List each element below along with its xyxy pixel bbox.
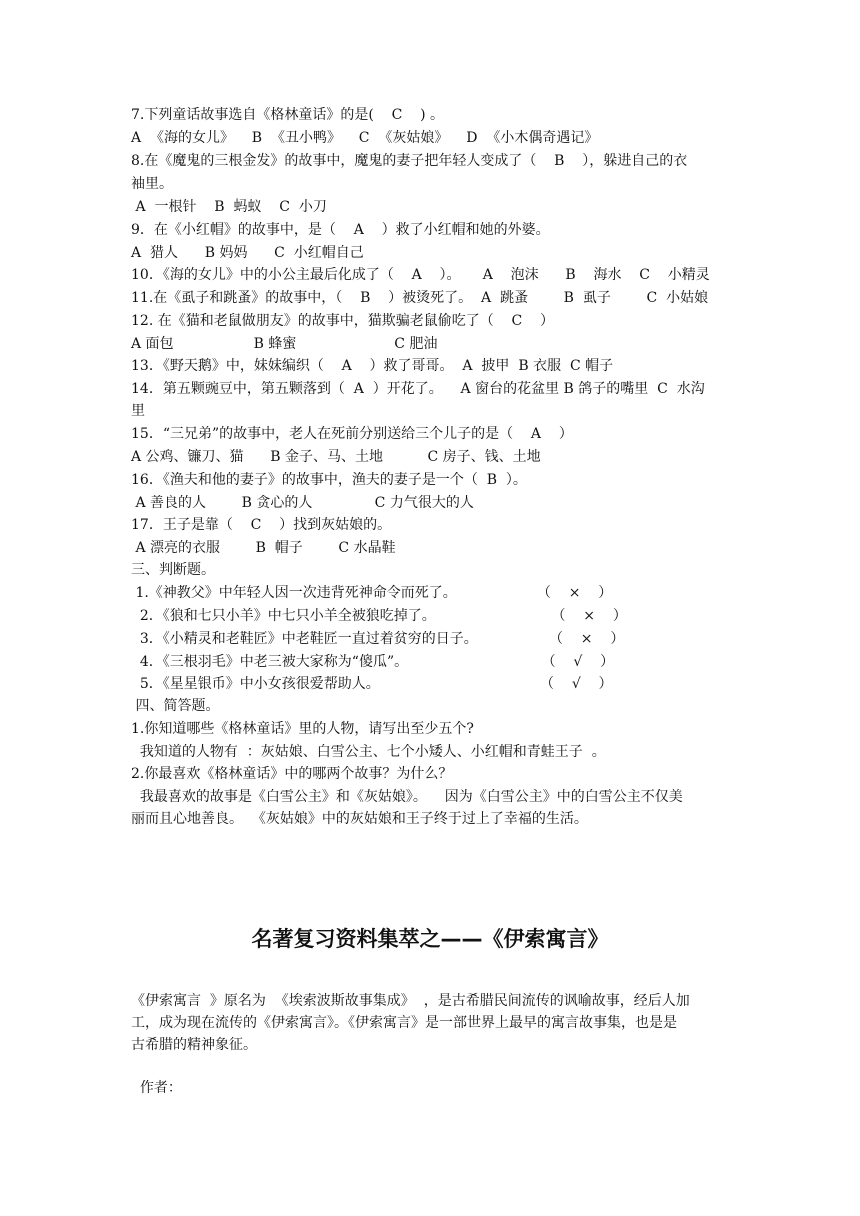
question-9: 9．在《小红帽》的故事中，是（ A ）救了小红帽和她的外婆。 bbox=[131, 222, 550, 238]
section-heading-short-answer: 四、简答题。 bbox=[131, 698, 220, 714]
question-7-options: A 《海的女儿》 B 《丑小鸭》 C 《灰姑娘》 D 《小木偶奇遇记》 bbox=[131, 130, 599, 146]
short-answer-2-answer-cont: 丽而且心地善良。 《灰姑娘》中的灰姑娘和王子终于过上了幸福的生活。 bbox=[131, 811, 588, 827]
section-heading-judgement: 三、判断题。 bbox=[131, 562, 215, 578]
judgement-4: 4．《三根羽毛》中老三被大家称为“傻瓜”。 （ √ ） bbox=[131, 654, 615, 670]
question-8: 8.在《魔鬼的三根金发》的故事中，魔鬼的妻子把年轻人变成了（ B ），躲进自己的衣 bbox=[131, 153, 688, 169]
judgement-1: 1.《神教父》中年轻人因一次违背死神命令而死了。 （ × ） bbox=[131, 585, 613, 601]
question-8-cont: 袖里。 bbox=[131, 176, 173, 192]
question-15-options: A 公鸡、镰刀、猫 B 金子、马、土地 C 房子、钱、土地 bbox=[131, 449, 541, 465]
question-17-options: A 漂亮的衣服 B 帽子 C 水晶鞋 bbox=[131, 540, 396, 556]
short-answer-1-answer: 我知道的人物有 ：灰姑娘、白雪公主、七个小矮人、小红帽和青蛙王子 。 bbox=[131, 744, 606, 760]
author-label: 作者： bbox=[131, 1080, 182, 1096]
question-17: 17．王子是靠（ C ）找到灰姑娘的。 bbox=[131, 517, 392, 533]
intro-line-1: 《伊索寓言 》原名为 《埃索波斯故事集成》 ，是古希腊民间流传的讽喻故事，经后人加 bbox=[131, 993, 690, 1009]
question-11: 11.在《虱子和跳蚤》的故事中，（ B ）被烫死了。 A 跳蚤 B 虱子 C 小姑娘 bbox=[131, 290, 709, 306]
section-title: 名著复习资料集萃之——《伊索寓言》 bbox=[251, 927, 609, 951]
question-13: 13．《野天鹅》中，妹妹编织（ A ）救了哥哥。 A 披甲 B 衣服 C 帽子 bbox=[131, 358, 614, 374]
question-9-options: A 猎人 B 妈妈 C 小红帽自己 bbox=[131, 245, 364, 261]
intro-line-3: 古希腊的精神象征。 bbox=[131, 1037, 257, 1053]
question-8-options: A 一根针 B 蚂蚁 C 小刀 bbox=[131, 199, 327, 215]
short-answer-1: 1.你知道哪些《格林童话》里的人物，请写出至少五个? bbox=[131, 721, 474, 737]
question-7: 7.下列童话故事选自《格林童话》的是( C ) 。 bbox=[131, 107, 445, 123]
question-14: 14．第五颗豌豆中，第五颗落到（ A ）开花了。 A 窗台的花盆里 B 鸽子的嘴里 C 水沟 bbox=[131, 381, 705, 397]
question-12: 12. 在《猫和老鼠做朋友》的故事中，猫欺骗老鼠偷吃了（ C ） bbox=[131, 313, 555, 329]
question-16: 16．《渔夫和他的妻子》的故事中，渔夫的妻子是一个（ B ）。 bbox=[131, 472, 527, 488]
judgement-5: 5．《星星银币》中小女孩很爱帮助人。 （ √ ） bbox=[131, 676, 613, 692]
short-answer-2: 2.你最喜欢《格林童话》中的哪两个故事？为什么？ bbox=[131, 766, 453, 782]
question-12-options: A 面包 B 蜂蜜 C 肥油 bbox=[131, 336, 438, 352]
question-14-cont: 里 bbox=[131, 403, 145, 419]
short-answer-2-answer: 我最喜欢的故事是《白雪公主》和《灰姑娘》。 因为《白雪公主》中的白雪公主不仅美 bbox=[131, 789, 683, 805]
judgement-3: 3．《小精灵和老鞋匠》中老鞋匠一直过着贫穷的日子。 （ × ） bbox=[131, 631, 625, 647]
intro-line-2: 工，成为现在流传的《伊索寓言》。《伊索寓言》是一部世界上最早的寓言故事集，也是是 bbox=[131, 1015, 677, 1031]
question-10: 10．《海的女儿》中的小公主最后化成了（ A ）。 A 泡沫 B 海水 C 小精灵 bbox=[131, 267, 710, 283]
question-15: 15．“三兄弟”的故事中，老人在死前分别送给三个儿子的是（ A ） bbox=[131, 426, 573, 442]
judgement-2: 2．《狼和七只小羊》中七只小羊全被狼吃掉了。 （ × ） bbox=[131, 608, 627, 624]
question-16-options: A 善良的人 B 贪心的人 C 力气很大的人 bbox=[131, 495, 474, 511]
